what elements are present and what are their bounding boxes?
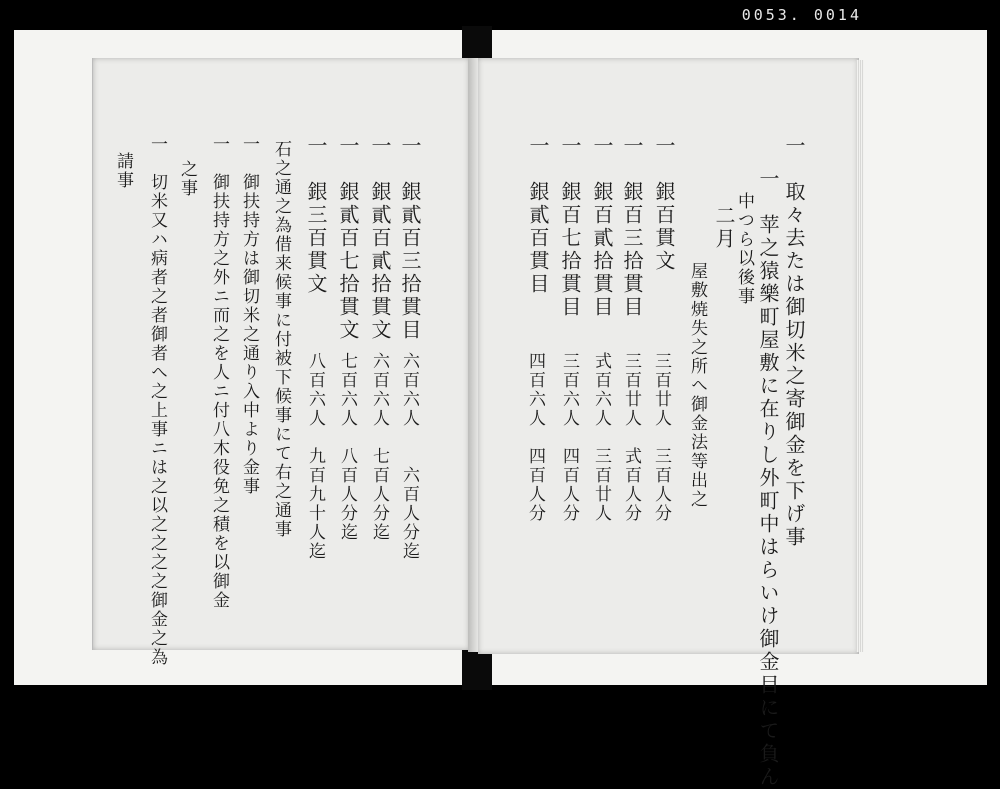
gutter-shadow <box>468 58 478 652</box>
frame-id: 0053. 0014 <box>741 6 862 24</box>
left-col-9: 一 切米又ハ病者之者御者へ之上事ニは之以之之之之御金之為 <box>147 135 167 667</box>
left-amount-2: 六百六人 七百人分迄 <box>369 352 389 542</box>
left-col-item-2: 一 銀貳百貳拾貫文 <box>368 135 392 342</box>
left-col-10: 請事 <box>113 152 133 190</box>
right-amount-3: 式百六人 三百廿人 <box>591 352 611 523</box>
left-col-8: 之事 <box>177 160 197 198</box>
right-amount-1: 三百廿人 三百人分 <box>651 352 671 523</box>
left-col-item-4: 一 銀三百貫文 <box>304 135 328 296</box>
left-amount-3: 七百六人 八百人分迄 <box>337 352 357 542</box>
left-amount-4: 八百六人 九百九十人迄 <box>305 352 325 561</box>
right-col-item-3: 一 銀百貳拾貫目 <box>590 135 614 319</box>
left-col-item-3: 一 銀貳百七拾貫文 <box>336 135 360 342</box>
right-col-3: 中つら以後事 <box>734 192 754 306</box>
right-col-1: 一 取々去たは御切米之寄御金を下げ事 <box>782 135 806 549</box>
right-amount-2: 三百廿人 式百人分 <box>621 352 641 523</box>
left-amount-1: 六百六人 六百人分迄 <box>399 352 419 561</box>
right-col-2: 一 苹之猿樂町屋敷に在りし外町中はらいけ御金目にて負ん <box>756 168 780 789</box>
right-col-item-2: 一 銀百三拾貫目 <box>620 135 644 319</box>
right-col-item-5: 一 銀貳百貫目 <box>526 135 550 296</box>
right-amount-4: 三百六人 四百人分 <box>559 352 579 523</box>
left-col-7: 一 御扶持方之外ニ而之を人ニ付八木役免之積を以御金 <box>209 135 229 610</box>
right-col-month: 二月 <box>712 205 736 251</box>
right-col-item-4: 一 銀百七拾貫目 <box>558 135 582 319</box>
right-col-item-1: 一 銀百貫文 <box>652 135 676 273</box>
page-edges <box>856 60 864 652</box>
left-col-5: 石之通之為借来候事に付被下候事にて右之通事 <box>271 140 291 539</box>
right-col-5: 屋敷焼失之所へ御金法等出之 <box>687 262 707 509</box>
right-amount-5: 四百六人 四百人分 <box>525 352 545 523</box>
left-col-item-1: 一 銀貳百三拾貫目 <box>398 135 422 342</box>
left-col-6: 一 御扶持方は御切米之通り入中より金事 <box>239 135 259 496</box>
